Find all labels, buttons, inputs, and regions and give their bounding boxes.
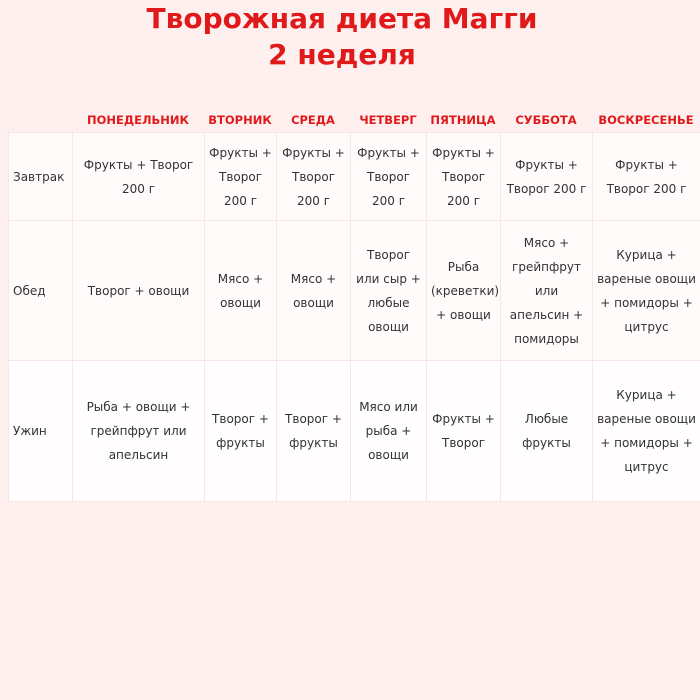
day-header-tuesday: ВТОРНИК [208,113,272,127]
table-cell: Творог + овощи [73,221,205,361]
table-row-dinner [9,361,700,502]
table-cell: Курица + вареные овощи + помидоры + цитрус [593,361,700,502]
day-header-friday: ПЯТНИЦА [430,113,496,127]
meal-label-lunch: Обед [9,221,73,361]
table-cell: Рыба (креветки) + овощи [427,221,501,361]
table-cell: Мясо + овощи [205,221,277,361]
table-cell: Курица + вареные овощи + помидоры + цитрус [593,221,700,361]
table-cell: Фрукты + Творог 200 г [427,133,501,221]
table-cell: Фрукты + Творог 200 г [277,133,351,221]
meal-label-dinner: Ужин [9,361,73,502]
table-cell: Мясо + грейпфрут или апельсин + помидоры [501,221,593,361]
meal-label-breakfast: Завтрак [9,133,73,221]
table-cell: Фрукты + Творог 200 г [73,133,205,221]
table-cell: Мясо + овощи [277,221,351,361]
table-cell: Творог + фрукты [277,361,351,502]
table-row-lunch [9,221,700,361]
table-cell: Фрукты + Творог 200 г [593,133,700,221]
table-cell: Творог + фрукты [205,361,277,502]
table-cell: Фрукты + Творог [427,361,501,502]
day-header-monday: ПОНЕДЕЛЬНИК [87,113,189,127]
page-subtitle: 2 неделя [268,38,416,71]
diet-table [8,132,700,502]
table-cell: Рыба + овощи + грейпфрут или апельсин [73,361,205,502]
page-title: Творожная диета Магги [146,2,538,35]
table-cell: Любые фрукты [501,361,593,502]
day-header-sunday: ВОСКРЕСЕНЬЕ [598,113,694,127]
day-header-saturday: СУББОТА [515,113,577,127]
day-header-wednesday: СРЕДА [291,113,335,127]
table-row-breakfast [9,133,700,221]
table-cell: Фрукты + Творог 200 г [351,133,427,221]
table-cell: Мясо или рыба + овощи [351,361,427,502]
day-header-thursday: ЧЕТВЕРГ [359,113,417,127]
table-cell: Творог или сыр + любые овощи [351,221,427,361]
table-cell: Фрукты + Творог 200 г [205,133,277,221]
table-cell: Фрукты + Творог 200 г [501,133,593,221]
